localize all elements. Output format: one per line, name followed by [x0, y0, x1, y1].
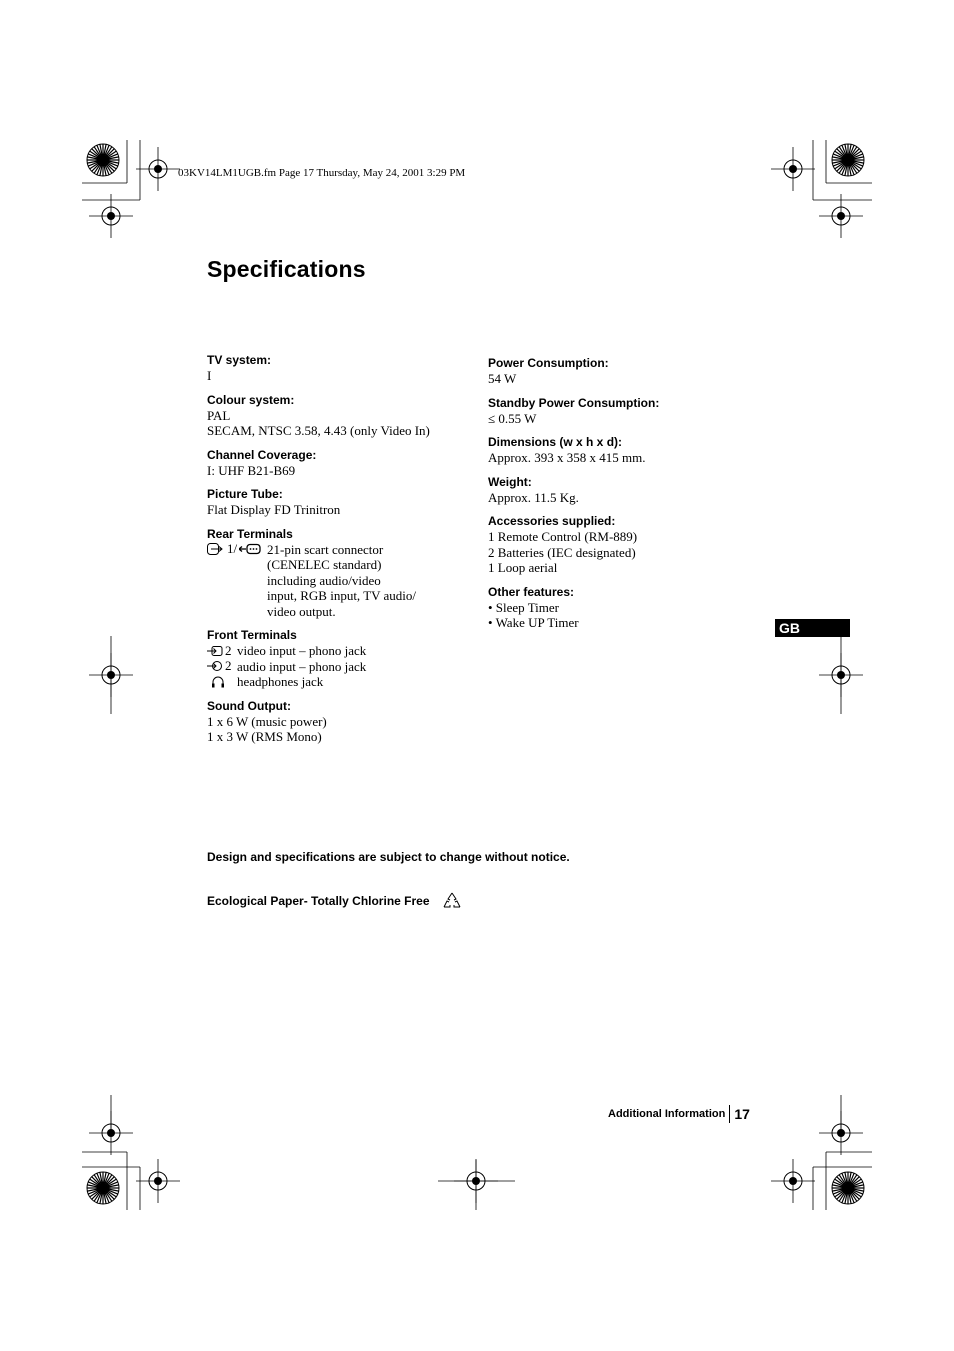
spec-value: • Sleep Timer	[488, 599, 560, 615]
spec-value: Approx. 393 x 358 x 415 mm.	[488, 450, 646, 465]
spec-label: Power Consumption:	[488, 356, 609, 370]
eco-paper-text: Ecological Paper- Totally Chlorine Free	[207, 894, 430, 908]
spec-value: 1 Remote Control (RM-889)	[488, 529, 638, 544]
spec-value: 54 W	[488, 371, 517, 386]
spec-label: Front Terminals	[207, 628, 297, 642]
gb-language-tab: GB	[775, 619, 850, 637]
spec-label: Channel Coverage:	[207, 447, 317, 462]
terminal-text: headphones jack	[237, 674, 324, 689]
terminal-text: video input – phono jack	[237, 643, 367, 658]
change-notice: Design and specifications are subject to change without notice.	[207, 850, 570, 864]
spec-label: Rear Terminals	[207, 526, 293, 541]
spec-value: PAL	[207, 407, 231, 423]
spec-label: TV system:	[207, 353, 272, 367]
spec-value: SECAM, NTSC 3.58, 4.43 (only Video In)	[207, 423, 430, 438]
spec-label: Picture Tube:	[207, 487, 283, 501]
terminal-text: audio input – phono jack	[237, 658, 367, 674]
spec-value: I: UHF B21-B69	[207, 462, 296, 478]
spec-label: Accessories supplied:	[488, 514, 616, 528]
scart-number: 1/	[227, 541, 238, 557]
spec-value: Approx. 11.5 Kg.	[488, 489, 579, 505]
spec-label: Sound Output:	[207, 698, 291, 713]
spec-value: 2 Batteries (IEC designated)	[488, 544, 636, 560]
spec-value: input, RGB input, TV audio/	[267, 588, 417, 603]
terminal-number: 2	[225, 642, 232, 658]
file-header-line: 03KV14LM1UGB.fm Page 17 Thursday, May 24, 2001 3:29 PM	[178, 167, 466, 179]
page-title: Specifications	[207, 256, 366, 282]
spec-value: I	[207, 368, 212, 383]
spec-label: Dimensions (w x h x d):	[488, 435, 623, 449]
footer-section: Additional Information	[608, 1108, 726, 1120]
spec-value: Flat Display FD Trinitron	[207, 502, 341, 517]
spec-value: video output.	[267, 603, 336, 619]
spec-value: ≤ 0.55 W	[488, 410, 537, 426]
spec-label: Colour system:	[207, 392, 295, 407]
page-number: 17	[734, 1106, 750, 1122]
spec-value: 1 x 6 W (music power)	[207, 713, 327, 729]
spec-value: including audio/video	[267, 572, 381, 588]
spec-value: 1 Loop aerial	[488, 560, 558, 575]
spec-label: Other features:	[488, 584, 575, 599]
terminal-number: 2	[225, 658, 232, 674]
spec-value: • Wake UP Timer	[488, 615, 579, 630]
spec-value: 1 x 3 W (RMS Mono)	[207, 729, 322, 744]
spec-value: (CENELEC standard)	[267, 557, 382, 572]
spec-value: 21-pin scart connector	[267, 541, 384, 557]
spec-label: Weight:	[488, 474, 532, 489]
spec-label: Standby Power Consumption:	[488, 395, 660, 410]
